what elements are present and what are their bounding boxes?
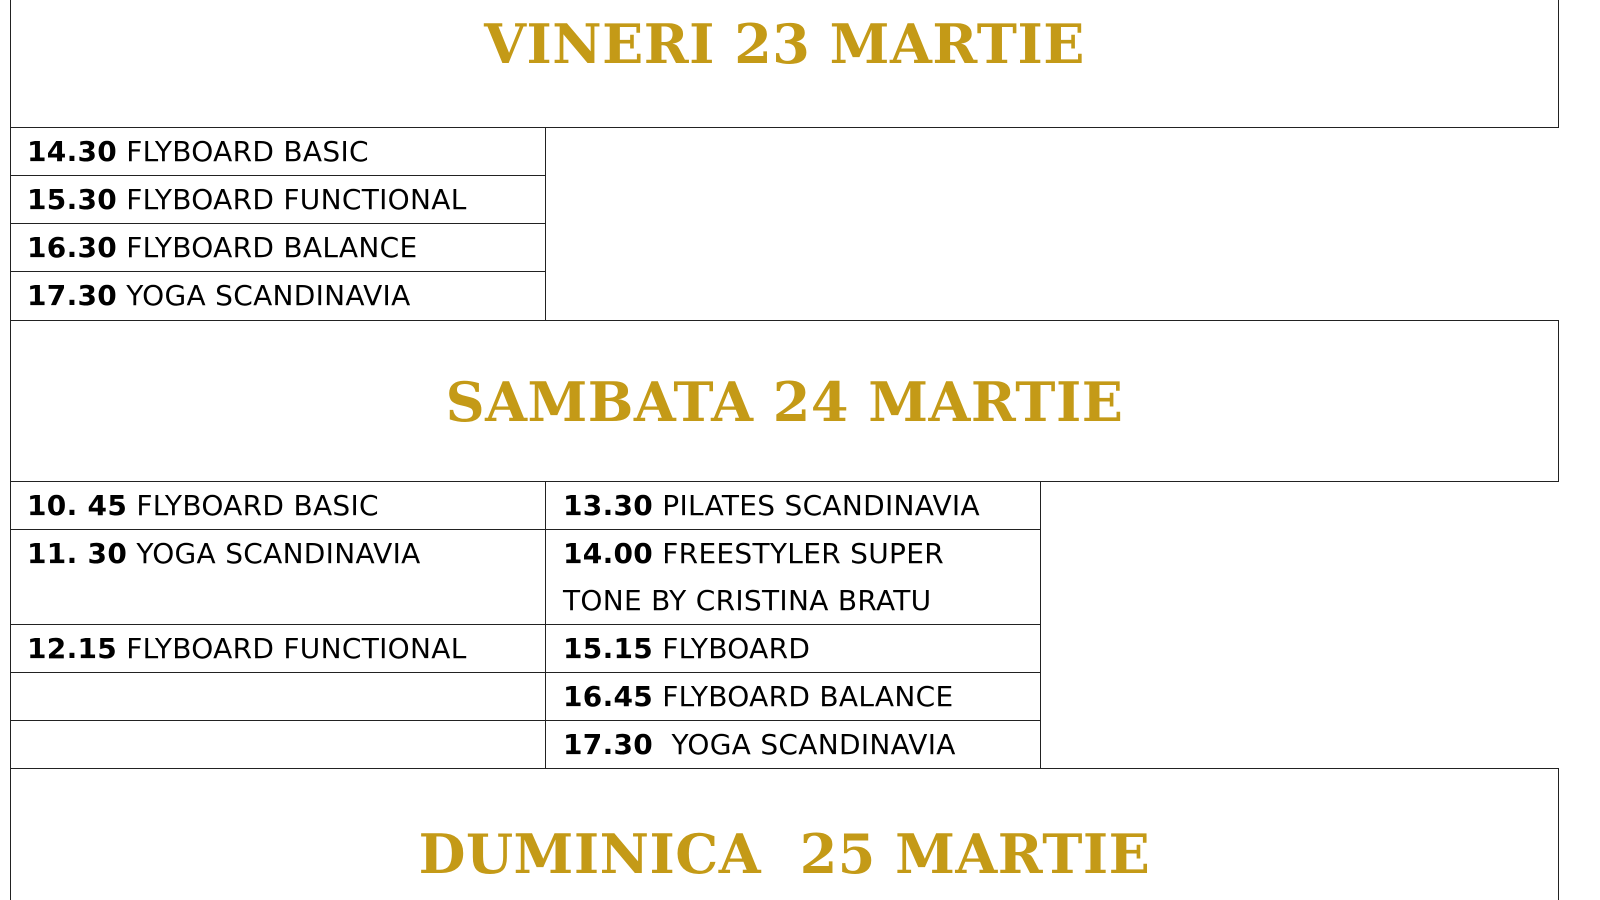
schedule-entry xyxy=(27,625,467,673)
day-title-sunday: DUMINICA 25 MARTIE xyxy=(418,822,1151,886)
entry-activity: FLYBOARD BALANCE xyxy=(117,231,418,264)
entry-time: 15.30 xyxy=(27,183,118,216)
schedule-entry xyxy=(27,530,421,578)
schedule-entry xyxy=(27,482,379,530)
entry-time: 10. 45 xyxy=(27,489,128,522)
entry-activity: YOGA SCANDINAVIA xyxy=(653,728,956,761)
day-title-saturday: SAMBATA 24 MARTIE xyxy=(445,370,1124,434)
entry-time: 12.15 xyxy=(27,632,118,665)
entry-time: 13.30 xyxy=(563,489,654,522)
schedule-entry xyxy=(563,530,944,617)
entry-time: 14.00 xyxy=(563,537,654,570)
day-title-friday: VINERI 23 MARTIE xyxy=(484,12,1085,76)
entry-activity: FLYBOARD BASIC xyxy=(127,489,379,522)
entry-activity-continued: TONE BY CRISTINA BRATU xyxy=(563,584,932,617)
entry-time: 15.15 xyxy=(563,632,654,665)
schedule-entry xyxy=(563,625,810,673)
schedule-entry xyxy=(27,128,369,176)
schedule-entry xyxy=(563,721,956,769)
entry-activity: YOGA SCANDINAVIA xyxy=(117,279,411,312)
entry-time: 16.30 xyxy=(27,231,118,264)
schedule-entry xyxy=(27,176,467,224)
entry-activity: FLYBOARD BASIC xyxy=(117,135,369,168)
schedule-entry xyxy=(27,224,417,272)
schedule-entry xyxy=(27,272,411,320)
entry-time: 16.45 xyxy=(563,680,654,713)
entry-activity: FLYBOARD FUNCTIONAL xyxy=(117,632,467,665)
entry-time: 17.30 xyxy=(27,279,118,312)
entry-activity: YOGA SCANDINAVIA xyxy=(127,537,421,570)
entry-activity: FLYBOARD FUNCTIONAL xyxy=(117,183,467,216)
schedule-entry xyxy=(563,482,980,530)
entry-activity: FREESTYLER SUPER xyxy=(653,537,944,570)
entry-time: 17.30 xyxy=(563,728,654,761)
entry-time: 11. 30 xyxy=(27,537,128,570)
entry-activity: PILATES SCANDINAVIA xyxy=(653,489,980,522)
entry-activity: FLYBOARD xyxy=(653,632,811,665)
schedule-entry xyxy=(563,673,953,721)
entry-activity: FLYBOARD BALANCE xyxy=(653,680,954,713)
entry-time: 14.30 xyxy=(27,135,118,168)
